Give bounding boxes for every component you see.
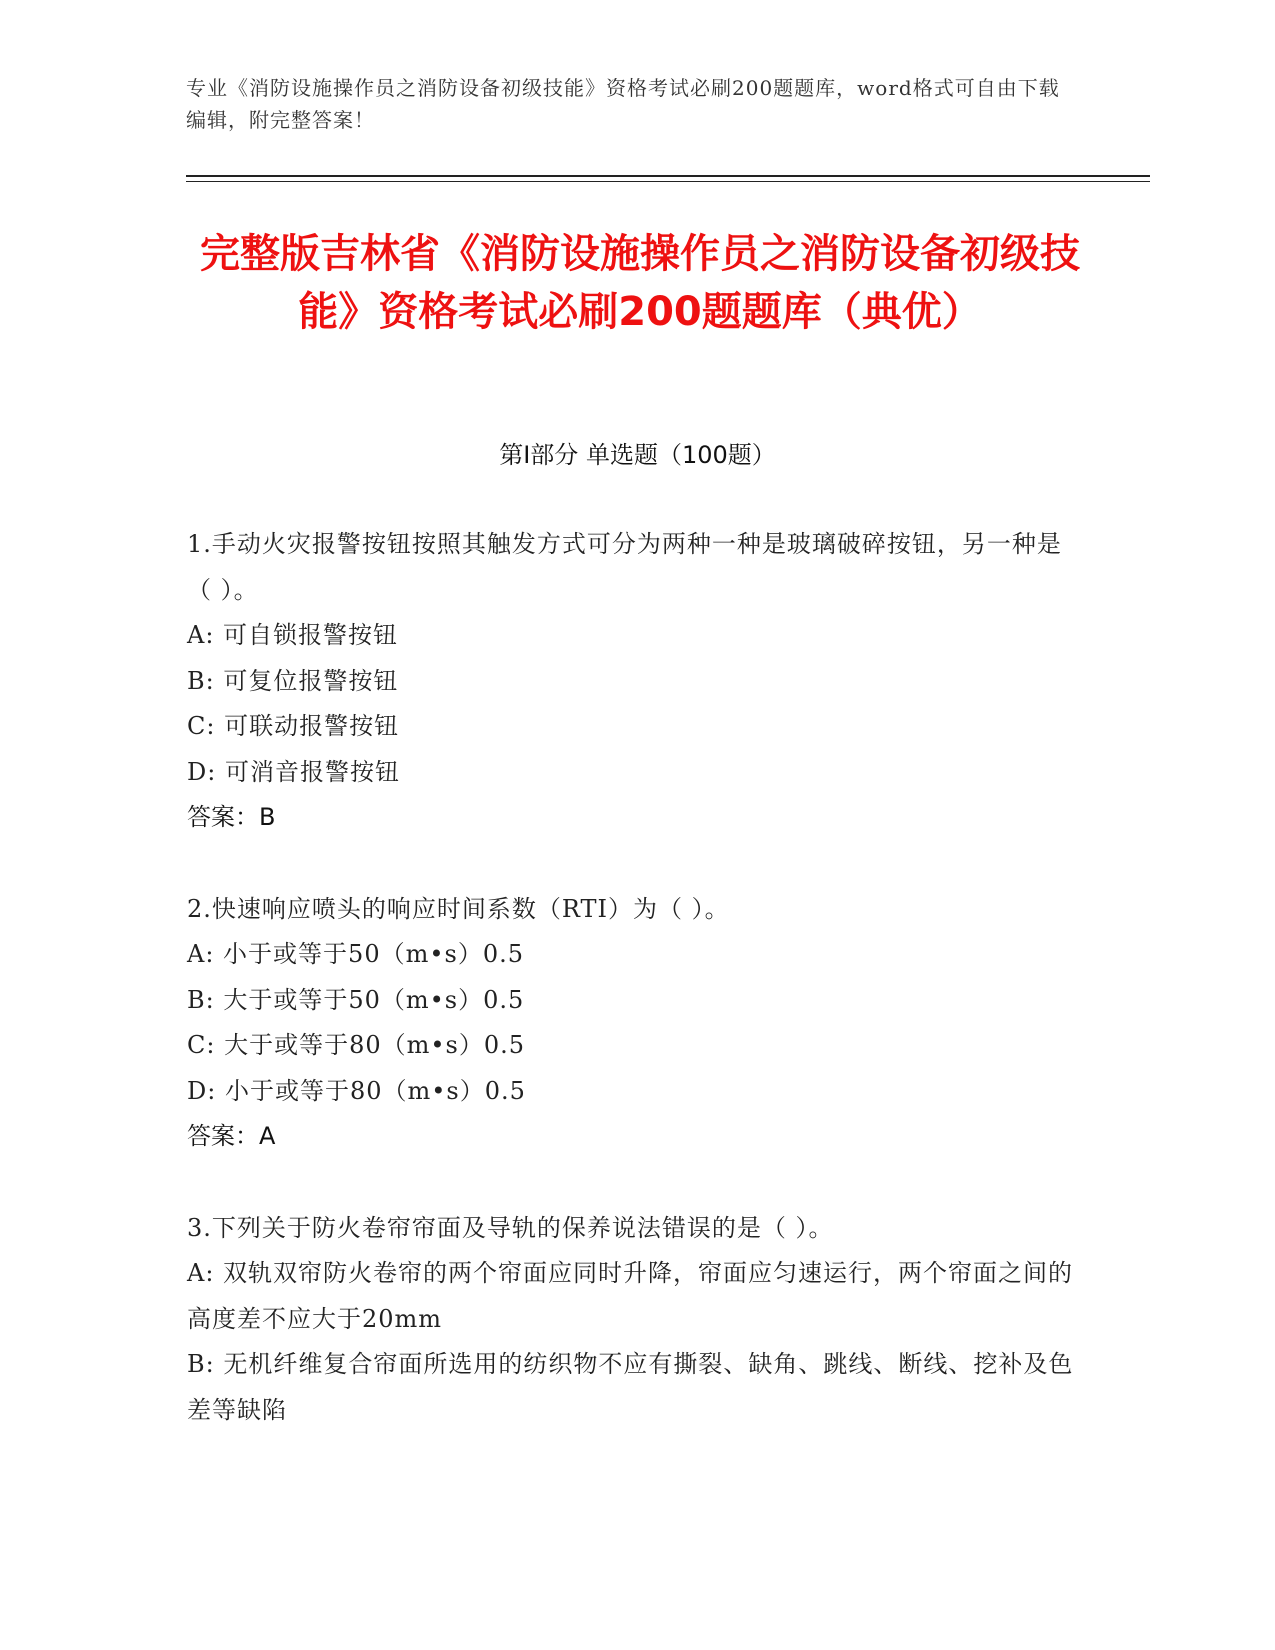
option-d: D: 可消音报警按钮	[187, 757, 400, 786]
question-2	[187, 887, 1077, 1160]
question-1	[187, 522, 1077, 841]
option-a: A: 双轨双帘防火卷帘的两个帘面应同时升降，帘面应匀速运行，两个帘面之间的高度差不应大于20mm	[187, 1259, 1074, 1333]
option-d: D: 小于或等于80（m•s）0.5	[187, 1076, 526, 1105]
option-b: B: 无机纤维复合帘面所选用的纺织物不应有撕裂、缺角、跳线、断线、挖补及色差等缺陷	[187, 1350, 1074, 1424]
question-stem: 2.快速响应喷头的响应时间系数（RTI）为（ ）。	[187, 894, 730, 923]
header-note: 专业《消防设施操作员之消防设备初级技能》资格考试必刷200题题库，word格式可自由下载编辑，附完整答案！	[186, 76, 1060, 132]
section-title: 第Ⅰ部分 单选题（100题）	[499, 441, 776, 469]
header-divider-thick	[186, 175, 1150, 177]
question-stem: 1.手动火灾报警按钮按照其触发方式可分为两种一种是玻璃破碎按钮，另一种是（ ）。	[187, 530, 1062, 604]
option-b: B: 大于或等于50（m•s）0.5	[187, 985, 525, 1014]
option-c: C: 可联动报警按钮	[187, 712, 400, 740]
question-list	[187, 522, 1077, 1479]
option-c: C: 大于或等于80（m•s）0.5	[187, 1031, 526, 1059]
answer-line: 答案：B	[187, 803, 276, 831]
answer-line: 答案：A	[187, 1122, 276, 1150]
question-3	[187, 1206, 1077, 1434]
question-stem: 3.下列关于防火卷帘帘面及导轨的保养说法错误的是（ ）。	[187, 1213, 834, 1242]
header-divider-thin	[186, 181, 1150, 182]
option-a: A: 小于或等于50（m•s）0.5	[187, 940, 524, 968]
option-b: B: 可复位报警按钮	[187, 666, 399, 695]
document-title: 完整版吉林省《消防设施操作员之消防设备初级技能》资格考试必刷200题题库（典优）	[200, 231, 1080, 335]
option-a: A: 可自锁报警按钮	[187, 621, 399, 649]
